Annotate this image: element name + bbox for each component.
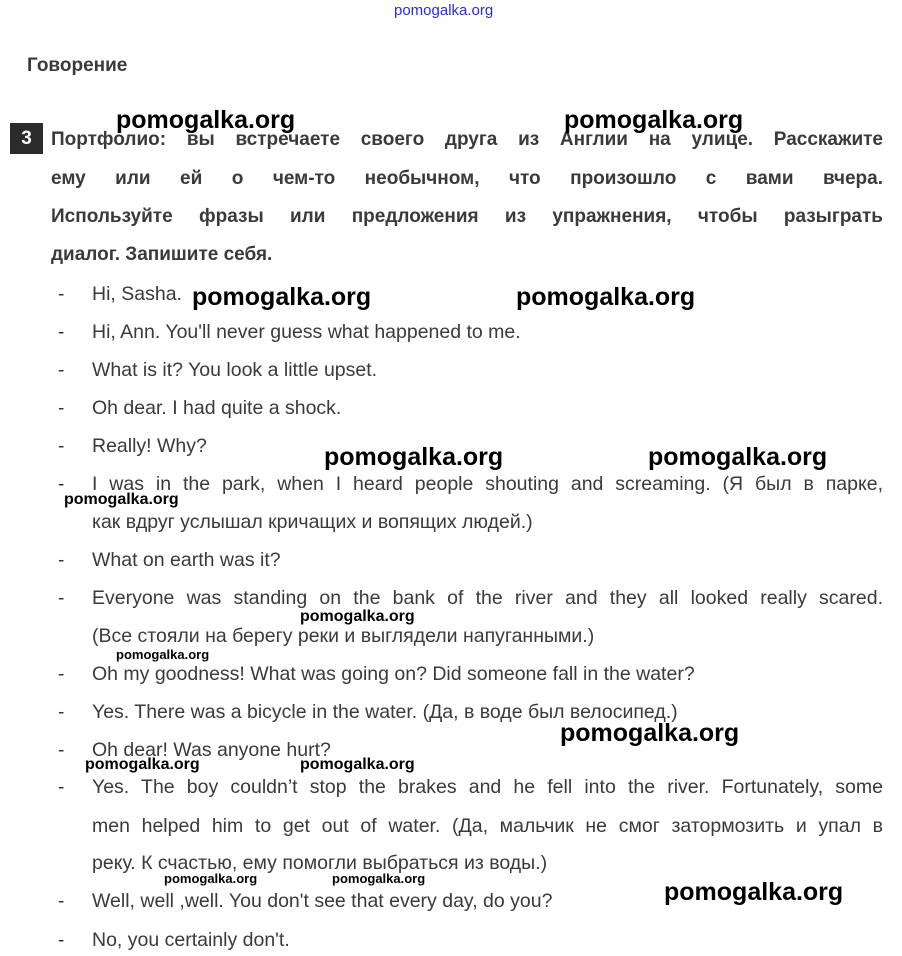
watermark: pomogalka.org: [564, 106, 744, 134]
dialogue-line: I was in the park, when I heard people shouting and screaming. (Я был в парке,: [92, 473, 883, 495]
task-line: диалог. Запишите себя.: [51, 244, 273, 265]
watermark: pomogalka.org: [300, 756, 415, 773]
watermark: pomogalka.org: [192, 283, 372, 311]
dialogue-line: What on earth was it?: [92, 549, 281, 571]
watermark: pomogalka.org: [664, 878, 844, 906]
watermark: pomogalka.org: [300, 608, 415, 625]
dialogue-line: Oh dear! Was anyone hurt?: [92, 739, 331, 761]
dialogue-dash: -: [58, 891, 65, 912]
dialogue-line: Yes. The boy couldn’t stop the brakes and he fell into the river. Fortunately, some: [92, 776, 883, 798]
exercise-number-badge: 3: [10, 123, 43, 154]
dialogue-dash: -: [58, 322, 65, 343]
dialogue-line: What is it? You look a little upset.: [92, 359, 378, 381]
watermark: pomogalka.org: [116, 106, 296, 134]
task-line: Портфолио: вы встречаете своего друга из Англии на улице. Расскажите: [51, 129, 883, 150]
watermark: pomogalka.org: [164, 871, 258, 886]
dialogue-line-continuation: (Все стояли на берегу реки и выглядели напуганными.): [92, 625, 595, 647]
watermark: pomogalka.org: [516, 283, 696, 311]
dialogue-line: No, you certainly don't.: [92, 929, 290, 951]
dialogue-dash: -: [58, 474, 65, 495]
section-title: Говорение: [27, 55, 128, 76]
dialogue-dash: -: [58, 930, 65, 951]
dialogue-line: Hi, Ann. You'll never guess what happened to me.: [92, 321, 521, 343]
task-line: ему или ей о чем-то необычном, что произошло с вами вчера.: [51, 168, 883, 189]
dialogue-dash: -: [58, 777, 65, 798]
dialogue-dash: -: [58, 550, 65, 571]
dialogue-line-continuation: как вдруг услышал кричащих и вопящих людей.): [92, 511, 533, 533]
dialogue-line: Everyone was standing on the bank of the river and they all looked really scared.: [92, 587, 883, 609]
dialogue-dash: -: [58, 436, 65, 457]
watermark: pomogalka.org: [324, 443, 504, 471]
watermark: pomogalka.org: [332, 871, 426, 886]
dialogue-line-continuation: men helped him to get out of water. (Да, мальчик не смог затормозить и упал в: [92, 815, 883, 837]
watermark: pomogalka.org: [64, 491, 179, 508]
task-line: Используйте фразы или предложения из упражнения, чтобы разыграть: [51, 206, 883, 227]
dialogue-dash: -: [58, 702, 65, 723]
dialogue-line: Well, well ,well. You don't see that every day, do you?: [92, 890, 553, 912]
dialogue-line: Yes. There was a bicycle in the water. (Да, в воде был велосипед.): [92, 701, 678, 723]
dialogue-line: Hi, Sasha.: [92, 283, 182, 305]
watermark: pomogalka.org: [116, 647, 210, 662]
dialogue-dash: -: [58, 664, 65, 685]
dialogue-line: Oh dear. I had quite a shock.: [92, 397, 342, 419]
dialogue-dash: -: [58, 740, 65, 761]
dialogue-line: Oh my goodness! What was going on? Did someone fall in the water?: [92, 663, 695, 685]
dialogue-dash: -: [58, 360, 65, 381]
watermark: pomogalka.org: [85, 756, 200, 773]
dialogue-dash: -: [58, 588, 65, 609]
site-watermark-link[interactable]: pomogalka.org: [394, 2, 494, 19]
dialogue-line: Really! Why?: [92, 435, 207, 457]
dialogue-line-continuation: реку. К счастью, ему помогли выбраться из воды.): [92, 852, 548, 874]
dialogue-dash: -: [58, 284, 65, 305]
watermark: pomogalka.org: [560, 719, 740, 747]
watermark: pomogalka.org: [648, 443, 828, 471]
dialogue-dash: -: [58, 398, 65, 419]
